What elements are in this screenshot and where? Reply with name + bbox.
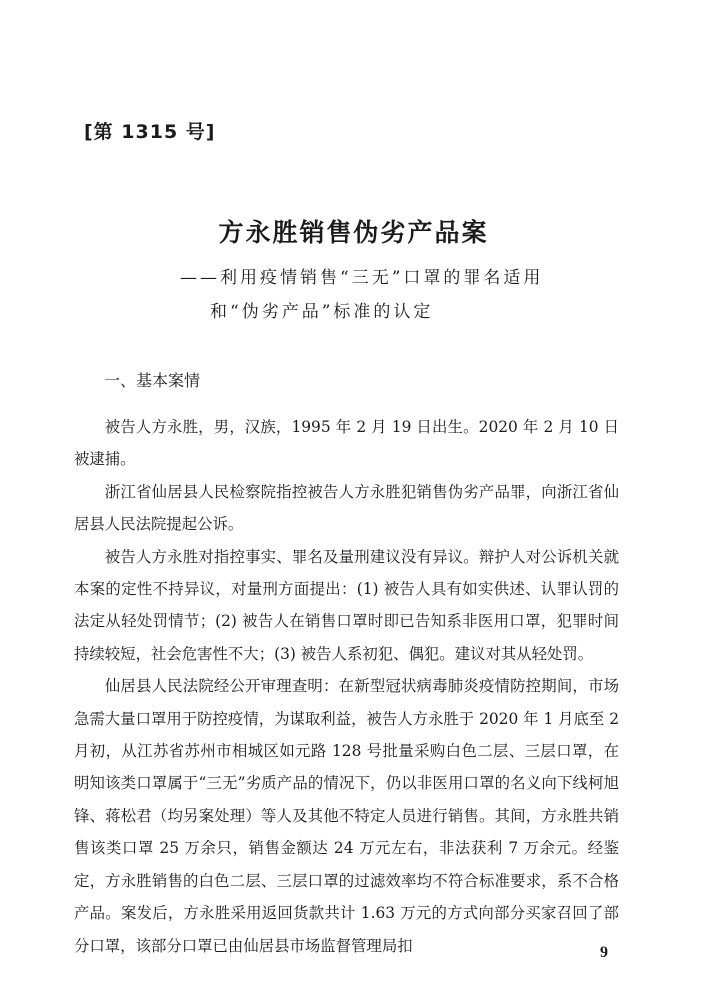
section-heading: 一、基本案情 <box>104 371 201 390</box>
page-number: 9 <box>600 944 608 961</box>
subtitle-line-1: ——利用疫情销售“三无”口罩的罪名适用 <box>180 268 544 288</box>
case-number: [第 1315 号] <box>84 121 216 143</box>
body-text <box>74 411 619 962</box>
paragraph-defense: 被告人方永胜对指控事实、罪名及量刑建议没有异议。辩护人对公诉机关就本案的定性不持异议，对量刑方面提出：(1) 被告人具有如实供述、认罪认罚的法定从轻处罚情节；(2) 被告人在销售口罩时即已告知系非医用口罩，犯罪时间持续较短，社会危害性不大；(3) 被告人系初犯、偶犯。建议对其从轻处罚。 <box>74 547 619 663</box>
paragraph-court-findings: 仙居县人民法院经公开审理查明：在新型冠状病毒肺炎疫情防控期间，市场急需大量口罩用于防控疫情，为谋取利益，被告人方永胜于 2020 年 1 月底至 2 月初，从江苏省苏州市相城区如元路 128 号批量采购白色二层、三层口罩，在明知该类口罩属于“三无”劣质产品的情况下，仍以非医用口罩的名义向下线柯旭锋、蒋松君（均另案处理）等人及其他不特定人员进行销售。其间，方永胜共销售该类口罩 25 万余只，销售金额达 24 万元左右，非法获利 7 万余元。经鉴定，方永胜销售的白色二层、三层口罩的过滤效率均不符合标准要求，系不合格产品。案发后，方永胜采用返回货款共计 1.63 万元的方式向部分买家召回了部分口罩，该部分口罩已由仙居县市场监督管理局扣 <box>74 677 619 955</box>
paragraph-defendant-info: 被告人方永胜，男，汉族，1995 年 2 月 19 日出生。2020 年 2 月 10 日被逮捕。 <box>74 418 619 469</box>
subtitle-line-2: 和“伪劣产品”标准的认定 <box>210 302 434 322</box>
document-title: 方永胜销售伪劣产品案 <box>218 218 489 247</box>
paragraph-prosecution: 浙江省仙居县人民检察院指控被告人方永胜犯销售伪劣产品罪，向浙江省仙居县人民法院提起公诉。 <box>74 482 619 534</box>
